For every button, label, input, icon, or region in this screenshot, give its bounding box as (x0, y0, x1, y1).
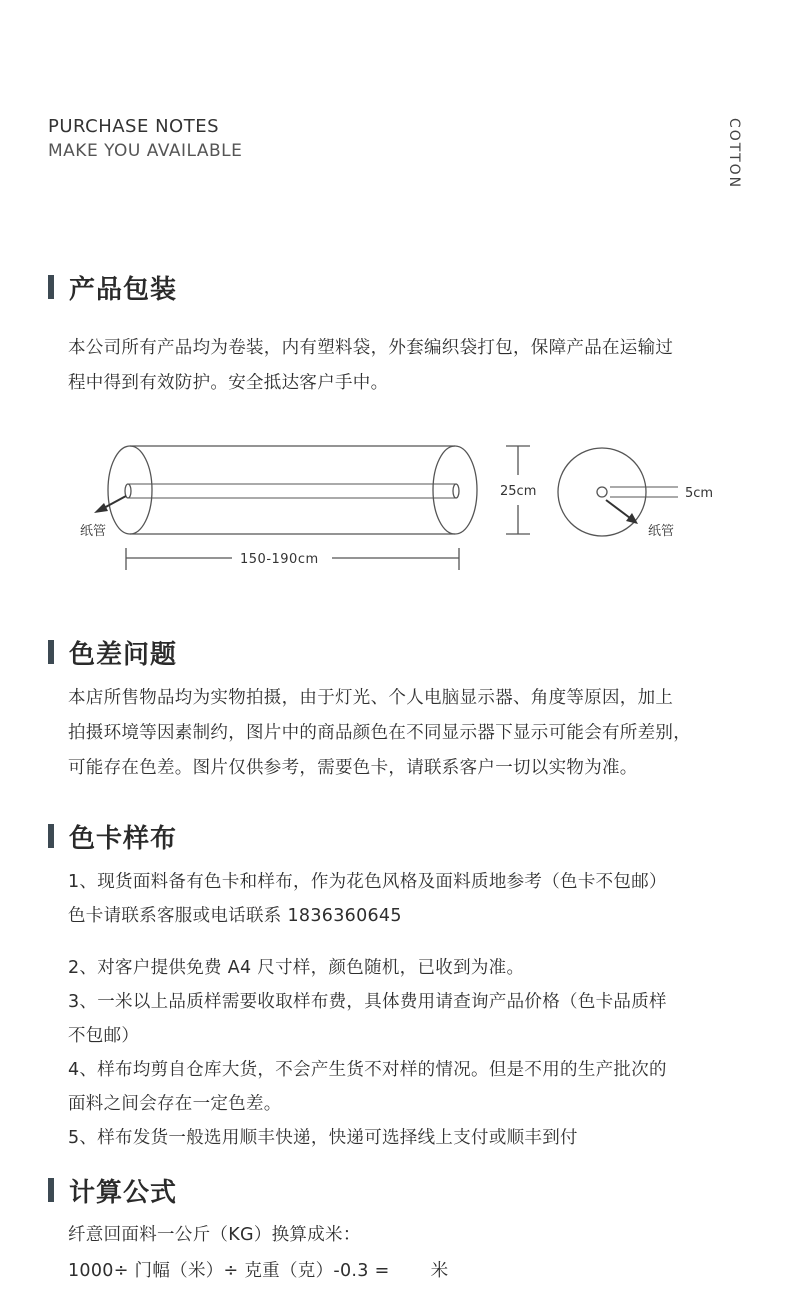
swatch-text (68, 865, 748, 1155)
arrow-right-head (626, 513, 638, 524)
packaging-text (68, 331, 748, 401)
section-color-diff-heading (48, 639, 178, 670)
roll-right-end (433, 446, 477, 534)
tube-label-right: 纸管 (648, 524, 675, 539)
core-right (453, 484, 459, 498)
text-line: 2、对客户提供免费 A4 尺寸样，颜色随机，已收到为准。 (68, 958, 525, 978)
text-line: 拍摄环境等因素制约，图片中的商品颜色在不同显示器下显示可能会有所差别， (68, 723, 691, 743)
section-swatch-heading (48, 823, 178, 854)
text-line: 纤意回面料一公斤（KG）换算成米： (68, 1225, 361, 1245)
text-line: 3、一米以上品质样需要收取样布费，具体费用请查询产品价格（色卡品质样 (68, 992, 667, 1012)
section-marker (48, 275, 54, 299)
section-marker (48, 824, 54, 848)
text-line: 1、现货面料备有色卡和样布，作为花色风格及面料质地参考（色卡不包邮） (68, 872, 667, 892)
roll-left-end (108, 446, 152, 534)
text-line: 色卡请联系客服或电话联系 1836360645 (68, 906, 402, 926)
roll-diagram (70, 430, 750, 580)
section-title: 计算公式 (69, 1177, 178, 1208)
side-label: COTTON (726, 118, 742, 190)
section-packaging-heading (48, 274, 178, 305)
height-label: 25cm (500, 484, 537, 499)
text-line: 4、样布均剪自仓库大货，不会产生货不对样的情况。但是不用的生产批次的 (68, 1060, 667, 1080)
header-subtitle: MAKE YOU AVAILABLE (48, 141, 243, 161)
text-line: 面料之间会存在一定色差。 (68, 1094, 282, 1114)
text-line: 本公司所有产品均为卷装，内有塑料袋，外套编织袋打包，保障产品在运输过 (68, 338, 674, 358)
length-label: 150-190cm (240, 552, 319, 567)
arrow-right-line (606, 500, 630, 518)
end-view-core (597, 487, 607, 497)
section-title: 产品包装 (69, 274, 178, 305)
text-line: 不包邮） (68, 1026, 140, 1046)
formula-line: 1000÷ 门幅（米）÷ 克重（克）-0.3 = 米 (68, 1261, 449, 1281)
tube-label-left: 纸管 (80, 524, 107, 539)
text-line: 5、样布发货一般选用顺丰快递，快递可选择线上支付或顺丰到付 (68, 1128, 578, 1148)
section-marker (48, 1178, 54, 1202)
arrow-left-head (94, 503, 108, 513)
core-size-label: 5cm (685, 486, 714, 501)
header-title: PURCHASE NOTES (48, 116, 220, 137)
section-formula-heading (48, 1177, 178, 1208)
section-marker (48, 640, 54, 664)
text-line: 可能存在色差。图片仅供参考，需要色卡，请联系客户一切以实物为准。 (68, 758, 638, 778)
formula-text (68, 1217, 748, 1289)
end-view-circle (558, 448, 646, 536)
section-title: 色卡样布 (69, 823, 178, 854)
color-diff-text (68, 681, 748, 786)
section-title: 色差问题 (69, 639, 178, 670)
text-line: 本店所售物品均为实物拍摄，由于灯光、个人电脑显示器、角度等原因，加上 (68, 688, 674, 708)
text-line: 程中得到有效防护。安全抵达客户手中。 (68, 373, 389, 393)
